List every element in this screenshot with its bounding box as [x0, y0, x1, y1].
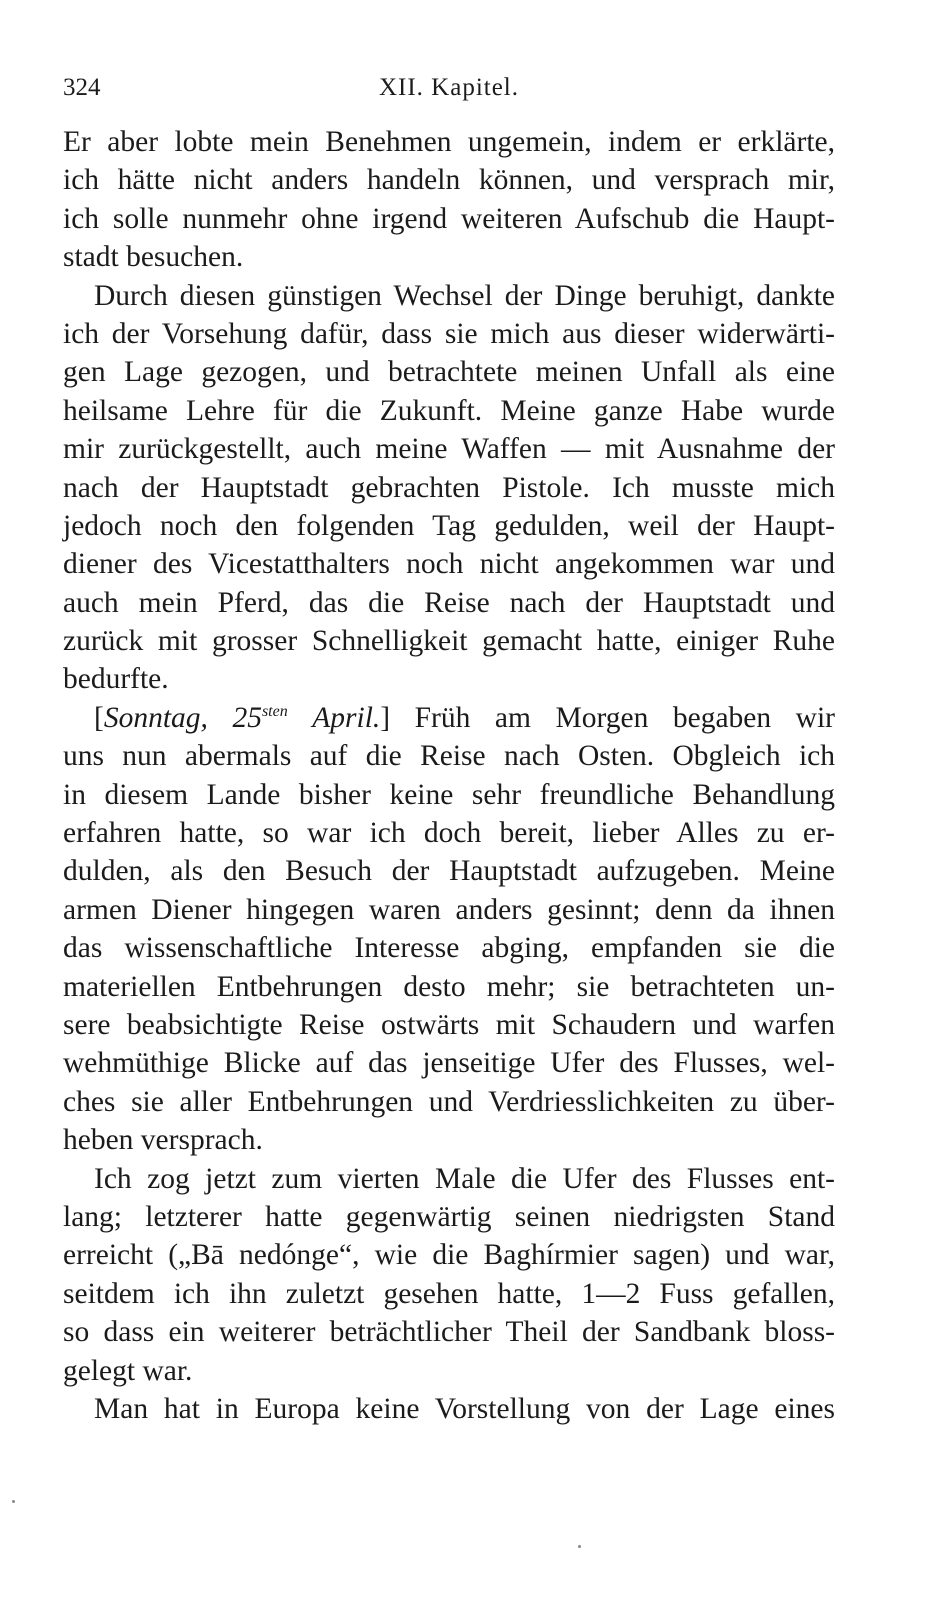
text-line: stadt besuchen. — [63, 241, 244, 274]
paragraph — [63, 277, 835, 699]
page-header — [63, 74, 835, 108]
text-line: ich solle nunmehr ohne irgend weiteren Aufschub die Haupt- — [63, 202, 835, 235]
text-line: uns nun abermals auf die Reise nach Osten. Obgleich ich — [63, 740, 835, 773]
text-line: heilsame Lehre für die Zukunft. Meine ganze Habe wurde — [63, 394, 835, 427]
paper-speck — [12, 1500, 15, 1503]
text-line: Ich zog jetzt zum vierten Male die Ufer des Flusses ent- — [94, 1162, 835, 1195]
date-day-suffix: sten — [261, 702, 288, 720]
text-line: Er aber lobte mein Benehmen ungemein, indem er erklärte, — [63, 126, 835, 158]
paragraph — [63, 1390, 835, 1428]
paragraph — [63, 1160, 835, 1390]
text-line: diener des Vicestatthalters noch nicht angekommen war und — [63, 548, 835, 581]
text-line: sere beabsichtigte Reise ostwärts mit Schaudern und warfen — [63, 1008, 835, 1041]
text-line: Durch diesen günstigen Wechsel der Dinge beruhigt, dankte — [94, 279, 835, 312]
text-line: wehmüthige Blicke auf das jenseitige Ufer des Flusses, wel- — [63, 1047, 835, 1080]
text-line: das wissenschaftliche Interesse abging, empfanden sie die — [63, 932, 835, 965]
date-day: 25 — [232, 701, 262, 734]
text-line: gelegt war. — [63, 1354, 193, 1387]
text-line: bedurfte. — [63, 663, 169, 696]
text-line: gen Lage gezogen, und betrachtete meinen Unfall als eine — [63, 356, 835, 389]
text-line: ches sie aller Entbehrungen und Verdriesslichkeiten zu über- — [63, 1085, 835, 1118]
paragraph — [63, 123, 835, 277]
date-weekday: Sonntag, — [103, 701, 208, 734]
text-line: lang; letzterer hatte gegenwärtig seinen niedrigsten Stand — [63, 1200, 835, 1233]
text-line: seitdem ich ihn zuletzt gesehen hatte, 1—2 Fuss gefallen, — [63, 1277, 835, 1310]
text-line: Man hat in Europa keine Vorstellung von der Lage eines — [94, 1392, 835, 1425]
text-line: ich der Vorsehung dafür, dass sie mich aus dieser widerwärti- — [63, 317, 835, 350]
text-line: dulden, als den Besuch der Hauptstadt aufzugeben. Meine — [63, 855, 835, 888]
paper-speck — [578, 1545, 581, 1548]
date-open-bracket: [ — [94, 701, 104, 734]
text-line: jedoch noch den folgenden Tag gedulden, weil der Haupt- — [63, 509, 835, 542]
text-line: heben versprach. — [63, 1124, 263, 1157]
text-line: materiellen Entbehrungen desto mehr; sie betrachteten un- — [63, 970, 835, 1003]
text-line: so dass ein weiterer beträchtlicher Theil der Sandbank bloss- — [63, 1316, 835, 1349]
text-line: ich hätte nicht anders handeln können, und versprach mir, — [63, 164, 835, 197]
date-line-rest: Früh am Morgen begaben wir — [414, 701, 835, 734]
text-line: erfahren hatte, so war ich doch bereit, lieber Alles zu er- — [63, 817, 835, 850]
running-head: XII. Kapitel. — [378, 74, 520, 101]
text-line: in diesem Lande bisher keine sehr freundliche Behandlung — [63, 778, 835, 811]
text-line: mir zurückgestellt, auch meine Waffen — mit Ausnahme der — [63, 433, 835, 466]
text-line: nach der Hauptstadt gebrachten Pistole. Ich musste mich — [63, 471, 835, 504]
text-line: armen Diener hingegen waren anders gesinnt; denn da ihnen — [63, 893, 835, 926]
date-line — [63, 699, 835, 737]
text-line: zurück mit grosser Schnelligkeit gemacht hatte, einiger Ruhe — [63, 625, 835, 658]
paragraph — [63, 699, 835, 1160]
date-month: April. — [312, 701, 381, 734]
text-line: erreicht („Bā nedónge“, wie die Baghírmier sagen) und war, — [63, 1239, 835, 1272]
body-text — [63, 123, 835, 1428]
date-close-bracket: ] — [380, 701, 391, 734]
text-line: auch mein Pferd, das die Reise nach der Hauptstadt und — [63, 586, 835, 619]
page-number: 324 — [63, 74, 101, 101]
